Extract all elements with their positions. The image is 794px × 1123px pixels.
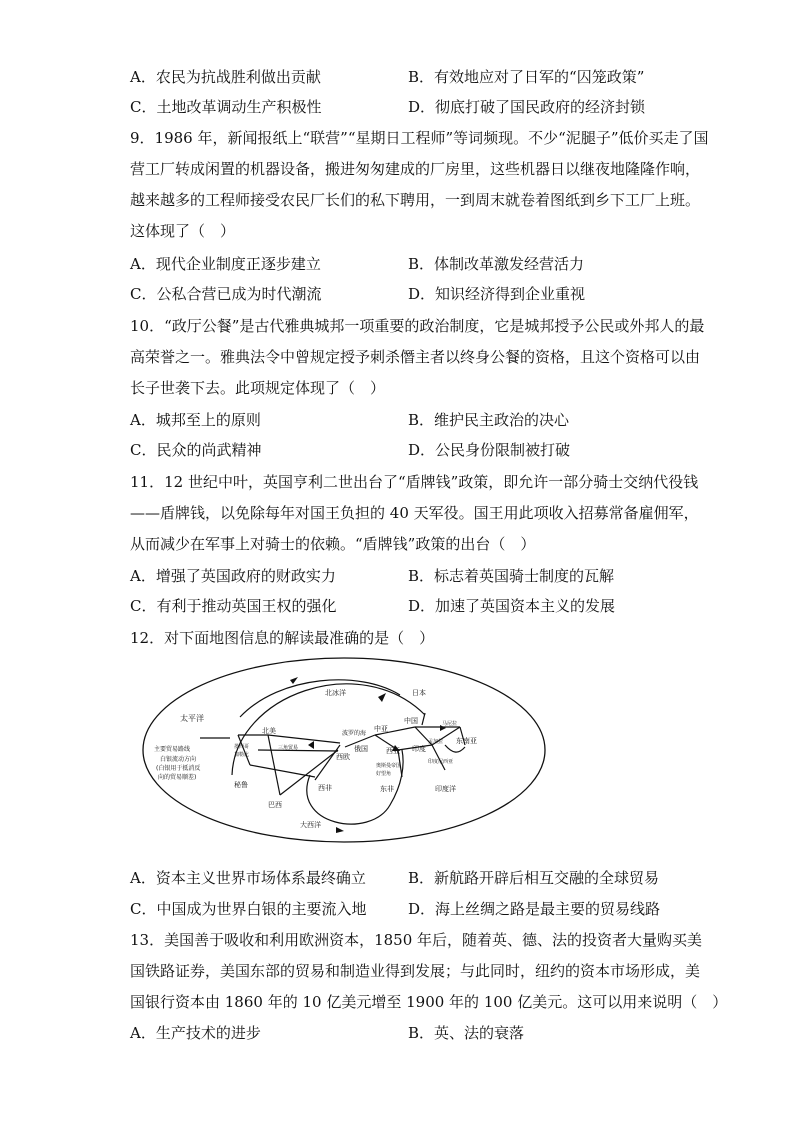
q12-stem-line-1: 12．对下面地图信息的解读最准确的是（ ） xyxy=(130,629,435,647)
q11-option-c[interactable]: C．有利于推动英国王权的强化 xyxy=(130,597,337,615)
q10-option-c[interactable]: C．民众的尚武精神 xyxy=(130,441,262,459)
q9-option-d[interactable]: D．知识经济得到企业重视 xyxy=(408,285,586,303)
q13-option-a[interactable]: A．生产技术的进步 xyxy=(130,1024,261,1042)
q12-option-b[interactable]: B．新航路开辟后相互交融的全球贸易 xyxy=(408,869,660,887)
q9-option-c[interactable]: C．公私合营已成为时代潮流 xyxy=(130,285,322,303)
label-arctic: 北冰洋 xyxy=(325,689,346,697)
label-china: 中国 xyxy=(404,717,418,725)
label-peru: 秘鲁 xyxy=(234,781,248,789)
label-central-asia: 中亚 xyxy=(374,725,388,733)
q10-stem-line-1: 10．“政厅公餐”是古代雅典城邦一项重要的政治制度，它是城邦授予公民或外邦人的最 xyxy=(130,317,705,335)
label-ottoman: 奥斯曼帝国 xyxy=(376,763,402,769)
legend-line-2: 白银流动方向 xyxy=(160,756,197,763)
q10-stem-line-3: 长子世袭下去。此项规定体现了（ ） xyxy=(130,379,386,397)
label-bengal: 孟加拉 xyxy=(428,739,444,745)
label-cape: 好望角 xyxy=(376,771,392,777)
q11-stem-line-2: ——盾牌钱，以免除每年对国王负担的 40 天军役。国王用此项收入招募常备雇佣军， xyxy=(130,504,699,522)
label-southeast-asia: 东南亚 xyxy=(456,737,477,745)
label-west-europe: 西欧 xyxy=(336,753,350,761)
q9-option-a[interactable]: A．现代企业制度正逐步建立 xyxy=(130,255,321,273)
label-indonesia: 印度尼西亚 xyxy=(428,759,454,765)
label-pacific: 太平洋 xyxy=(180,714,204,723)
label-india: 印度 xyxy=(412,745,426,753)
trade-route-map xyxy=(140,655,548,845)
q9-stem-line-4: 这体现了（ ） xyxy=(130,222,236,240)
q9-stem-line-2: 营工厂转成闲置的机器设备，搬进匆匆建成的厂房里，这些机器日以继夜地隆隆作响， xyxy=(130,160,701,178)
q12-option-d[interactable]: D．海上丝绸之路是最主要的贸易线路 xyxy=(408,900,661,918)
q8-option-b[interactable]: B．有效地应对了日军的“囚笼政策” xyxy=(408,68,645,86)
q8-option-a[interactable]: A．农民为抗战胜利做出贡献 xyxy=(130,68,321,86)
q8-option-d[interactable]: D．彻底打破了国民政府的经济封锁 xyxy=(408,98,646,116)
legend-line-1: 主要贸易路线 xyxy=(154,746,191,753)
q11-option-d[interactable]: D．加速了英国资本主义的发展 xyxy=(408,597,616,615)
q10-option-b[interactable]: B．维护民主政治的决心 xyxy=(408,411,570,429)
label-west-asia: 西亚 xyxy=(386,747,400,755)
label-japan: 日本 xyxy=(412,689,426,697)
q9-stem-line-3: 越来越多的工程师接受农民厂长们的私下聘用，一到周末就卷着图纸到乡下工厂上班。 xyxy=(130,191,701,209)
label-caribbean: 加勒比 xyxy=(234,752,250,758)
q11-stem-line-1: 11．12 世纪中叶，英国亨利二世出台了“盾牌钱”政策，即允许一部分骑士交纳代役钱 xyxy=(130,473,699,491)
q10-option-d[interactable]: D．公民身份限制被打破 xyxy=(408,441,571,459)
label-north-america: 北美 xyxy=(262,727,276,735)
q13-option-b[interactable]: B．英、法的衰落 xyxy=(408,1024,525,1042)
label-russia: 俄国 xyxy=(354,745,368,753)
q9-stem-line-1: 9．1986 年，新闻报纸上“联营”“星期日工程师”等词频现。不少“泥腿子”低价买走了国 xyxy=(130,129,709,147)
label-mexico: 墨西哥 xyxy=(234,744,250,750)
label-triangle-trade: 三角贸易 xyxy=(278,745,299,751)
q10-option-a[interactable]: A．城邦至上的原则 xyxy=(130,411,261,429)
q12-option-a[interactable]: A．资本主义世界市场体系最终确立 xyxy=(130,869,366,887)
q10-stem-line-2: 高荣誉之一。雅典法令中曾规定授予刺杀僭主者以终身公餐的资格，且这个资格可以由 xyxy=(130,348,701,366)
label-indian: 印度洋 xyxy=(435,785,456,793)
legend-line-4: 向的贸易顺差) xyxy=(158,774,197,781)
label-philippines: 马尼拉 xyxy=(442,721,458,727)
q13-stem-line-3: 国银行资本由 1860 年的 10 亿美元增至 1900 年的 100 亿美元。这可以用来说明（ ） xyxy=(130,993,728,1011)
q11-option-a[interactable]: A．增强了英国政府的财政实力 xyxy=(130,567,336,585)
q13-stem-line-2: 国铁路证券，美国东部的贸易和制造业得到发展；与此同时，纽约的资本市场形成，美 xyxy=(130,962,701,980)
label-west-africa: 西非 xyxy=(318,784,332,792)
q13-stem-line-1: 13．美国善于吸收和利用欧洲资本，1850 年后，随着英、德、法的投资者大量购买美 xyxy=(130,931,703,949)
label-brazil: 巴西 xyxy=(268,801,282,809)
label-atlantic: 大西洋 xyxy=(300,821,321,829)
label-east-africa: 东非 xyxy=(380,785,394,793)
q9-option-b[interactable]: B．体制改革激发经营活力 xyxy=(408,255,585,273)
map-world-outline xyxy=(143,658,545,842)
q11-option-b[interactable]: B．标志着英国骑士制度的瓦解 xyxy=(408,567,615,585)
q8-option-c[interactable]: C．土地改革调动生产积极性 xyxy=(130,98,322,116)
q11-stem-line-3: 从而减少在军事上对骑士的依赖。“盾牌钱”政策的出台（ ） xyxy=(130,535,536,553)
q12-option-c[interactable]: C．中国成为世界白银的主要流入地 xyxy=(130,900,367,918)
legend-line-3: (白银用于抵消反 xyxy=(156,765,201,772)
label-baltic: 波罗的海 xyxy=(342,730,367,737)
